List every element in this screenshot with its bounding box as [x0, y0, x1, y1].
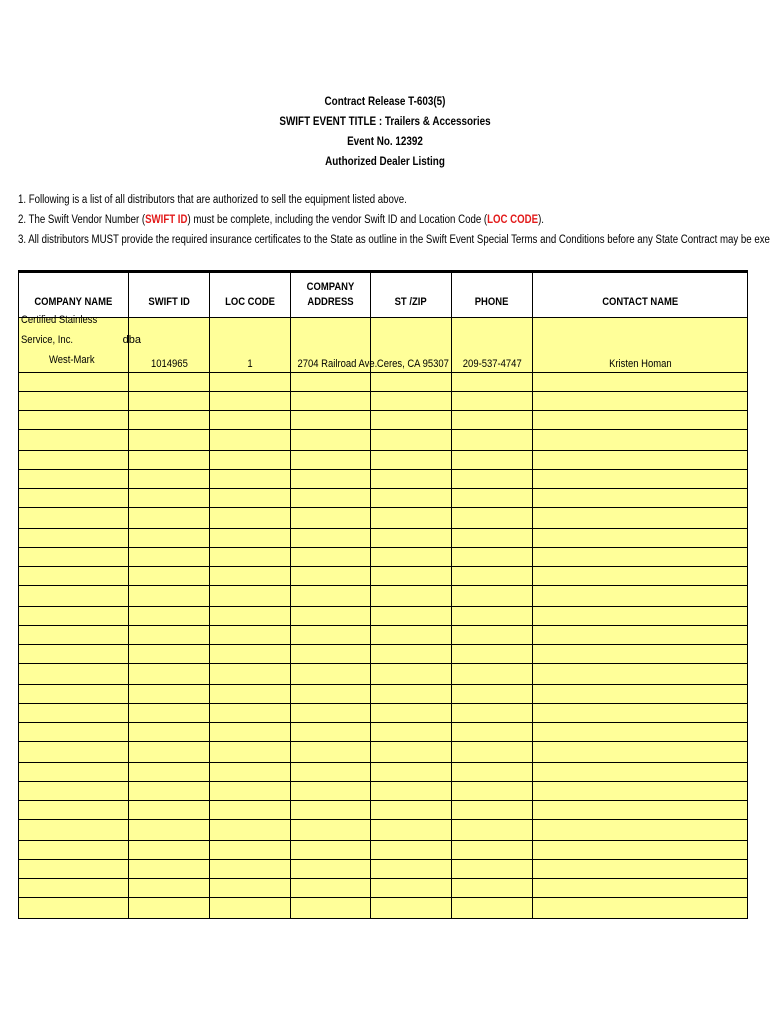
st-zip-cell[interactable]	[371, 898, 452, 919]
contact-name-cell[interactable]	[533, 723, 748, 742]
swift-id-cell[interactable]	[129, 586, 210, 607]
swift-id-cell[interactable]	[129, 470, 210, 489]
table-row	[19, 879, 748, 898]
table-row	[19, 685, 748, 704]
address-cell[interactable]	[291, 411, 371, 430]
swift-id-cell[interactable]	[129, 879, 210, 898]
loc-code-cell[interactable]	[210, 898, 291, 919]
company-name-cell[interactable]	[19, 782, 129, 801]
phone-cell[interactable]	[452, 489, 533, 508]
phone-cell[interactable]	[452, 607, 533, 626]
st-zip-cell[interactable]	[371, 742, 452, 763]
table-row	[19, 742, 748, 763]
contact-name-cell[interactable]	[533, 607, 748, 626]
st-zip-cell[interactable]	[371, 723, 452, 742]
note-2	[18, 210, 749, 230]
table-header-row	[19, 272, 748, 318]
table-row	[19, 508, 748, 529]
st-zip-cell[interactable]	[371, 841, 452, 860]
phone-cell[interactable]	[452, 801, 533, 820]
address-cell[interactable]	[291, 879, 371, 898]
contact-name-cell[interactable]	[533, 879, 748, 898]
st-zip-cell[interactable]	[371, 529, 452, 548]
loc-code-cell[interactable]	[210, 567, 291, 586]
contact-name-cell[interactable]	[533, 411, 748, 430]
column-header-contact-name: CONTACT NAME	[533, 272, 748, 318]
column-header-loc-code: LOC CODE	[210, 272, 291, 318]
company-name-cell[interactable]	[19, 508, 129, 529]
swift-id-cell[interactable]	[129, 860, 210, 879]
swift-id-cell[interactable]	[129, 451, 210, 470]
address-cell[interactable]	[291, 723, 371, 742]
address-cell[interactable]	[291, 626, 371, 645]
contact-name-cell[interactable]	[533, 782, 748, 801]
loc-code-cell[interactable]	[210, 763, 291, 782]
st-zip-cell[interactable]	[371, 626, 452, 645]
contact-name-cell[interactable]	[533, 567, 748, 586]
loc-code-cell[interactable]: 1	[210, 318, 291, 373]
st-zip-cell[interactable]	[371, 508, 452, 529]
phone-cell[interactable]	[452, 529, 533, 548]
table-row	[19, 548, 748, 567]
company-name-cell[interactable]	[19, 586, 129, 607]
loc-code-cell[interactable]	[210, 723, 291, 742]
swift-id-cell[interactable]	[129, 820, 210, 841]
company-name-cell[interactable]	[19, 373, 129, 392]
st-zip-cell[interactable]	[371, 451, 452, 470]
st-zip-cell[interactable]	[371, 820, 452, 841]
phone-cell[interactable]	[452, 470, 533, 489]
table-row	[19, 567, 748, 586]
company-name-cell[interactable]	[19, 626, 129, 645]
table-row	[19, 607, 748, 626]
table-row	[19, 586, 748, 607]
loc-code-cell[interactable]	[210, 820, 291, 841]
phone-cell[interactable]	[452, 373, 533, 392]
swift-id-cell[interactable]	[129, 723, 210, 742]
loc-code-cell[interactable]	[210, 392, 291, 411]
address-cell[interactable]	[291, 685, 371, 704]
address-cell[interactable]	[291, 607, 371, 626]
contact-name-cell[interactable]: Kristen Homan	[533, 318, 748, 373]
loc-code-cell[interactable]	[210, 508, 291, 529]
swift-id-cell[interactable]	[129, 704, 210, 723]
address-cell[interactable]	[291, 470, 371, 489]
column-header-st-zip: ST /ZIP	[371, 272, 452, 318]
table-row	[19, 801, 748, 820]
address-cell[interactable]	[291, 841, 371, 860]
phone-cell[interactable]	[452, 723, 533, 742]
column-header-swift-id: SWIFT ID	[129, 272, 210, 318]
st-zip-cell[interactable]	[371, 607, 452, 626]
swift-id-cell[interactable]	[129, 801, 210, 820]
loc-code-cell[interactable]	[210, 685, 291, 704]
swift-id-highlight: SWIFT ID	[145, 214, 188, 226]
loc-code-cell[interactable]	[210, 860, 291, 879]
note-3: 3. All distributors MUST provide the required insurance certificates to the State as outline in the Swift Event Special Terms and Conditions before any State Contract may be exe	[18, 234, 770, 246]
contact-name-cell[interactable]	[533, 489, 748, 508]
table-row	[19, 318, 748, 373]
table-row	[19, 373, 748, 392]
address-cell[interactable]	[291, 742, 371, 763]
table-row	[19, 723, 748, 742]
company-name-cell[interactable]	[19, 898, 129, 919]
phone-cell[interactable]	[452, 860, 533, 879]
loc-code-cell[interactable]	[210, 607, 291, 626]
company-name-cell[interactable]	[19, 704, 129, 723]
loc-code-cell[interactable]	[210, 373, 291, 392]
contact-name-cell[interactable]	[533, 820, 748, 841]
loc-code-cell[interactable]	[210, 782, 291, 801]
contact-name-cell[interactable]	[533, 586, 748, 607]
contact-name-cell[interactable]	[533, 898, 748, 919]
phone-cell[interactable]	[452, 704, 533, 723]
table-row	[19, 860, 748, 879]
company-name-cell[interactable]	[19, 607, 129, 626]
st-zip-cell[interactable]	[371, 548, 452, 567]
company-name-cell[interactable]	[19, 411, 129, 430]
st-zip-cell[interactable]	[371, 373, 452, 392]
instructions	[18, 190, 770, 250]
loc-code-cell[interactable]	[210, 879, 291, 898]
company-name-cell[interactable]	[19, 763, 129, 782]
st-zip-cell[interactable]	[371, 470, 452, 489]
phone-cell[interactable]	[452, 548, 533, 567]
company-name-cell[interactable]	[19, 392, 129, 411]
company-name-cell[interactable]	[19, 664, 129, 685]
swift-id-cell[interactable]	[129, 548, 210, 567]
address-cell[interactable]	[291, 508, 371, 529]
phone-cell[interactable]	[452, 879, 533, 898]
table-row	[19, 782, 748, 801]
swift-id-cell[interactable]	[129, 664, 210, 685]
event-title-line: SWIFT EVENT TITLE : Trailers & Accessories	[279, 116, 491, 128]
event-number-line: Event No. 12392	[347, 136, 423, 148]
loc-code-cell[interactable]	[210, 470, 291, 489]
swift-id-cell[interactable]	[129, 782, 210, 801]
address-cell[interactable]	[291, 451, 371, 470]
contact-name-cell[interactable]	[533, 860, 748, 879]
table-row	[19, 470, 748, 489]
company-name-cell[interactable]	[19, 685, 129, 704]
phone-cell[interactable]	[452, 451, 533, 470]
note-2-text-mid: ) must be complete, including the vendor Swift ID and Location Code (	[187, 214, 488, 226]
contact-name-cell[interactable]	[533, 742, 748, 763]
swift-id-cell[interactable]: 1014965	[129, 318, 210, 373]
loc-code-cell[interactable]	[210, 489, 291, 508]
swift-id-cell[interactable]	[129, 373, 210, 392]
swift-id-cell[interactable]	[129, 392, 210, 411]
st-zip-cell[interactable]	[371, 860, 452, 879]
address-cell[interactable]	[291, 373, 371, 392]
table-row	[19, 392, 748, 411]
swift-id-cell[interactable]	[129, 685, 210, 704]
company-name-cell[interactable]	[19, 567, 129, 586]
swift-id-cell[interactable]	[129, 898, 210, 919]
st-zip-cell[interactable]	[371, 392, 452, 411]
loc-code-cell[interactable]	[210, 586, 291, 607]
contact-name-cell[interactable]	[533, 704, 748, 723]
note-2-text: 2. The Swift Vendor Number (	[18, 214, 146, 226]
swift-id-cell[interactable]	[129, 626, 210, 645]
loc-code-cell[interactable]	[210, 626, 291, 645]
loc-code-cell[interactable]	[210, 841, 291, 860]
swift-id-cell[interactable]	[129, 645, 210, 664]
loc-code-highlight: LOC CODE	[487, 214, 539, 226]
address-cell[interactable]	[291, 763, 371, 782]
loc-code-cell[interactable]	[210, 451, 291, 470]
st-zip-cell[interactable]	[371, 430, 452, 451]
table-row	[19, 898, 748, 919]
phone-cell[interactable]	[452, 898, 533, 919]
table-row	[19, 645, 748, 664]
loc-code-cell[interactable]	[210, 411, 291, 430]
phone-cell[interactable]	[452, 430, 533, 451]
contact-name-cell[interactable]	[533, 548, 748, 567]
loc-code-cell[interactable]	[210, 664, 291, 685]
st-zip-cell[interactable]	[371, 685, 452, 704]
loc-code-cell[interactable]	[210, 704, 291, 723]
company-name-cell[interactable]	[19, 430, 129, 451]
table-row	[19, 529, 748, 548]
company-name-cell[interactable]	[19, 801, 129, 820]
company-name-cell[interactable]	[19, 645, 129, 664]
contact-name-cell[interactable]	[533, 430, 748, 451]
company-name-cell[interactable]	[19, 723, 129, 742]
swift-id-cell[interactable]	[129, 841, 210, 860]
company-name-cell[interactable]	[19, 879, 129, 898]
contact-name-cell[interactable]	[533, 841, 748, 860]
address-cell[interactable]	[291, 548, 371, 567]
address-cell[interactable]	[291, 664, 371, 685]
st-zip-cell[interactable]	[371, 586, 452, 607]
phone-cell[interactable]	[452, 626, 533, 645]
phone-cell[interactable]	[452, 742, 533, 763]
loc-code-cell[interactable]	[210, 430, 291, 451]
table-row	[19, 820, 748, 841]
st-zip-cell[interactable]	[371, 879, 452, 898]
phone-cell[interactable]	[452, 841, 533, 860]
address-cell[interactable]	[291, 782, 371, 801]
phone-cell[interactable]	[452, 411, 533, 430]
contact-name-cell[interactable]	[533, 451, 748, 470]
table-row	[19, 704, 748, 723]
note-1: 1. Following is a list of all distributors that are authorized to sell the equipment listed above.	[18, 194, 407, 206]
contact-name-cell[interactable]	[533, 392, 748, 411]
note-2-text-end: ).	[538, 214, 544, 226]
swift-id-cell[interactable]	[129, 529, 210, 548]
address-cell[interactable]	[291, 392, 371, 411]
company-name-cell[interactable]	[19, 548, 129, 567]
swift-id-cell[interactable]	[129, 411, 210, 430]
swift-id-cell[interactable]	[129, 607, 210, 626]
phone-cell[interactable]	[452, 685, 533, 704]
table-row	[19, 489, 748, 508]
phone-cell[interactable]	[452, 567, 533, 586]
st-zip-cell[interactable]	[371, 801, 452, 820]
st-zip-cell[interactable]	[371, 645, 452, 664]
company-name-cell[interactable]: Certified Stainless Service, Inc. dba West-Mark	[19, 318, 129, 373]
address-cell[interactable]	[291, 529, 371, 548]
table-row	[19, 664, 748, 685]
address-cell[interactable]	[291, 645, 371, 664]
loc-code-cell[interactable]	[210, 742, 291, 763]
document-header	[54, 92, 716, 172]
contact-name-cell[interactable]	[533, 685, 748, 704]
loc-code-cell[interactable]	[210, 548, 291, 567]
swift-id-cell[interactable]	[129, 763, 210, 782]
company-name-cell[interactable]	[19, 451, 129, 470]
company-name-cell[interactable]	[19, 860, 129, 879]
phone-cell[interactable]	[452, 782, 533, 801]
phone-cell[interactable]	[452, 763, 533, 782]
phone-cell[interactable]: 209-537-4747	[452, 318, 533, 373]
phone-cell[interactable]	[452, 664, 533, 685]
address-cell[interactable]	[291, 586, 371, 607]
phone-cell[interactable]	[452, 645, 533, 664]
contact-name-cell[interactable]	[533, 645, 748, 664]
contract-release-line: Contract Release T-603(5)	[324, 96, 446, 108]
st-zip-cell[interactable]	[371, 782, 452, 801]
st-zip-cell[interactable]	[371, 763, 452, 782]
contact-name-cell[interactable]	[533, 626, 748, 645]
st-zip-cell[interactable]	[371, 704, 452, 723]
contact-name-cell[interactable]	[533, 763, 748, 782]
phone-cell[interactable]	[452, 392, 533, 411]
phone-cell[interactable]	[452, 508, 533, 529]
company-name-cell[interactable]	[19, 470, 129, 489]
company-name-cell[interactable]	[19, 820, 129, 841]
company-name-cell[interactable]	[19, 489, 129, 508]
address-cell[interactable]: 2704 Railroad Ave.	[291, 318, 371, 373]
table-row	[19, 451, 748, 470]
phone-cell[interactable]	[452, 586, 533, 607]
address-cell[interactable]	[291, 430, 371, 451]
swift-id-cell[interactable]	[129, 430, 210, 451]
loc-code-cell[interactable]	[210, 529, 291, 548]
st-zip-cell[interactable]	[371, 411, 452, 430]
table-row	[19, 841, 748, 860]
address-cell[interactable]	[291, 567, 371, 586]
st-zip-cell[interactable]: Ceres, CA 95307	[371, 318, 452, 373]
column-header-company-address: COMPANY ADDRESS	[291, 272, 371, 318]
table-row	[19, 626, 748, 645]
address-cell[interactable]	[291, 801, 371, 820]
table-row	[19, 411, 748, 430]
column-header-company-name: COMPANY NAME	[19, 272, 129, 318]
address-cell[interactable]	[291, 489, 371, 508]
loc-code-cell[interactable]	[210, 645, 291, 664]
st-zip-cell[interactable]	[371, 489, 452, 508]
listing-title-line: Authorized Dealer Listing	[325, 156, 445, 168]
st-zip-cell[interactable]	[371, 664, 452, 685]
phone-cell[interactable]	[452, 820, 533, 841]
st-zip-cell[interactable]	[371, 567, 452, 586]
swift-id-cell[interactable]	[129, 489, 210, 508]
contact-name-cell[interactable]	[533, 529, 748, 548]
contact-name-cell[interactable]	[533, 470, 748, 489]
column-header-phone: PHONE	[452, 272, 533, 318]
address-cell[interactable]	[291, 898, 371, 919]
address-cell[interactable]	[291, 704, 371, 723]
table-row	[19, 430, 748, 451]
company-name-cell[interactable]	[19, 841, 129, 860]
address-cell[interactable]	[291, 820, 371, 841]
table-row	[19, 763, 748, 782]
loc-code-cell[interactable]	[210, 801, 291, 820]
contact-name-cell[interactable]	[533, 664, 748, 685]
contact-name-cell[interactable]	[533, 373, 748, 392]
swift-id-cell[interactable]	[129, 567, 210, 586]
address-cell[interactable]	[291, 860, 371, 879]
dealer-table	[18, 270, 748, 919]
swift-id-cell[interactable]	[129, 742, 210, 763]
contact-name-cell[interactable]	[533, 508, 748, 529]
company-name-cell[interactable]	[19, 742, 129, 763]
contact-name-cell[interactable]	[533, 801, 748, 820]
company-name-cell[interactable]	[19, 529, 129, 548]
swift-id-cell[interactable]	[129, 508, 210, 529]
